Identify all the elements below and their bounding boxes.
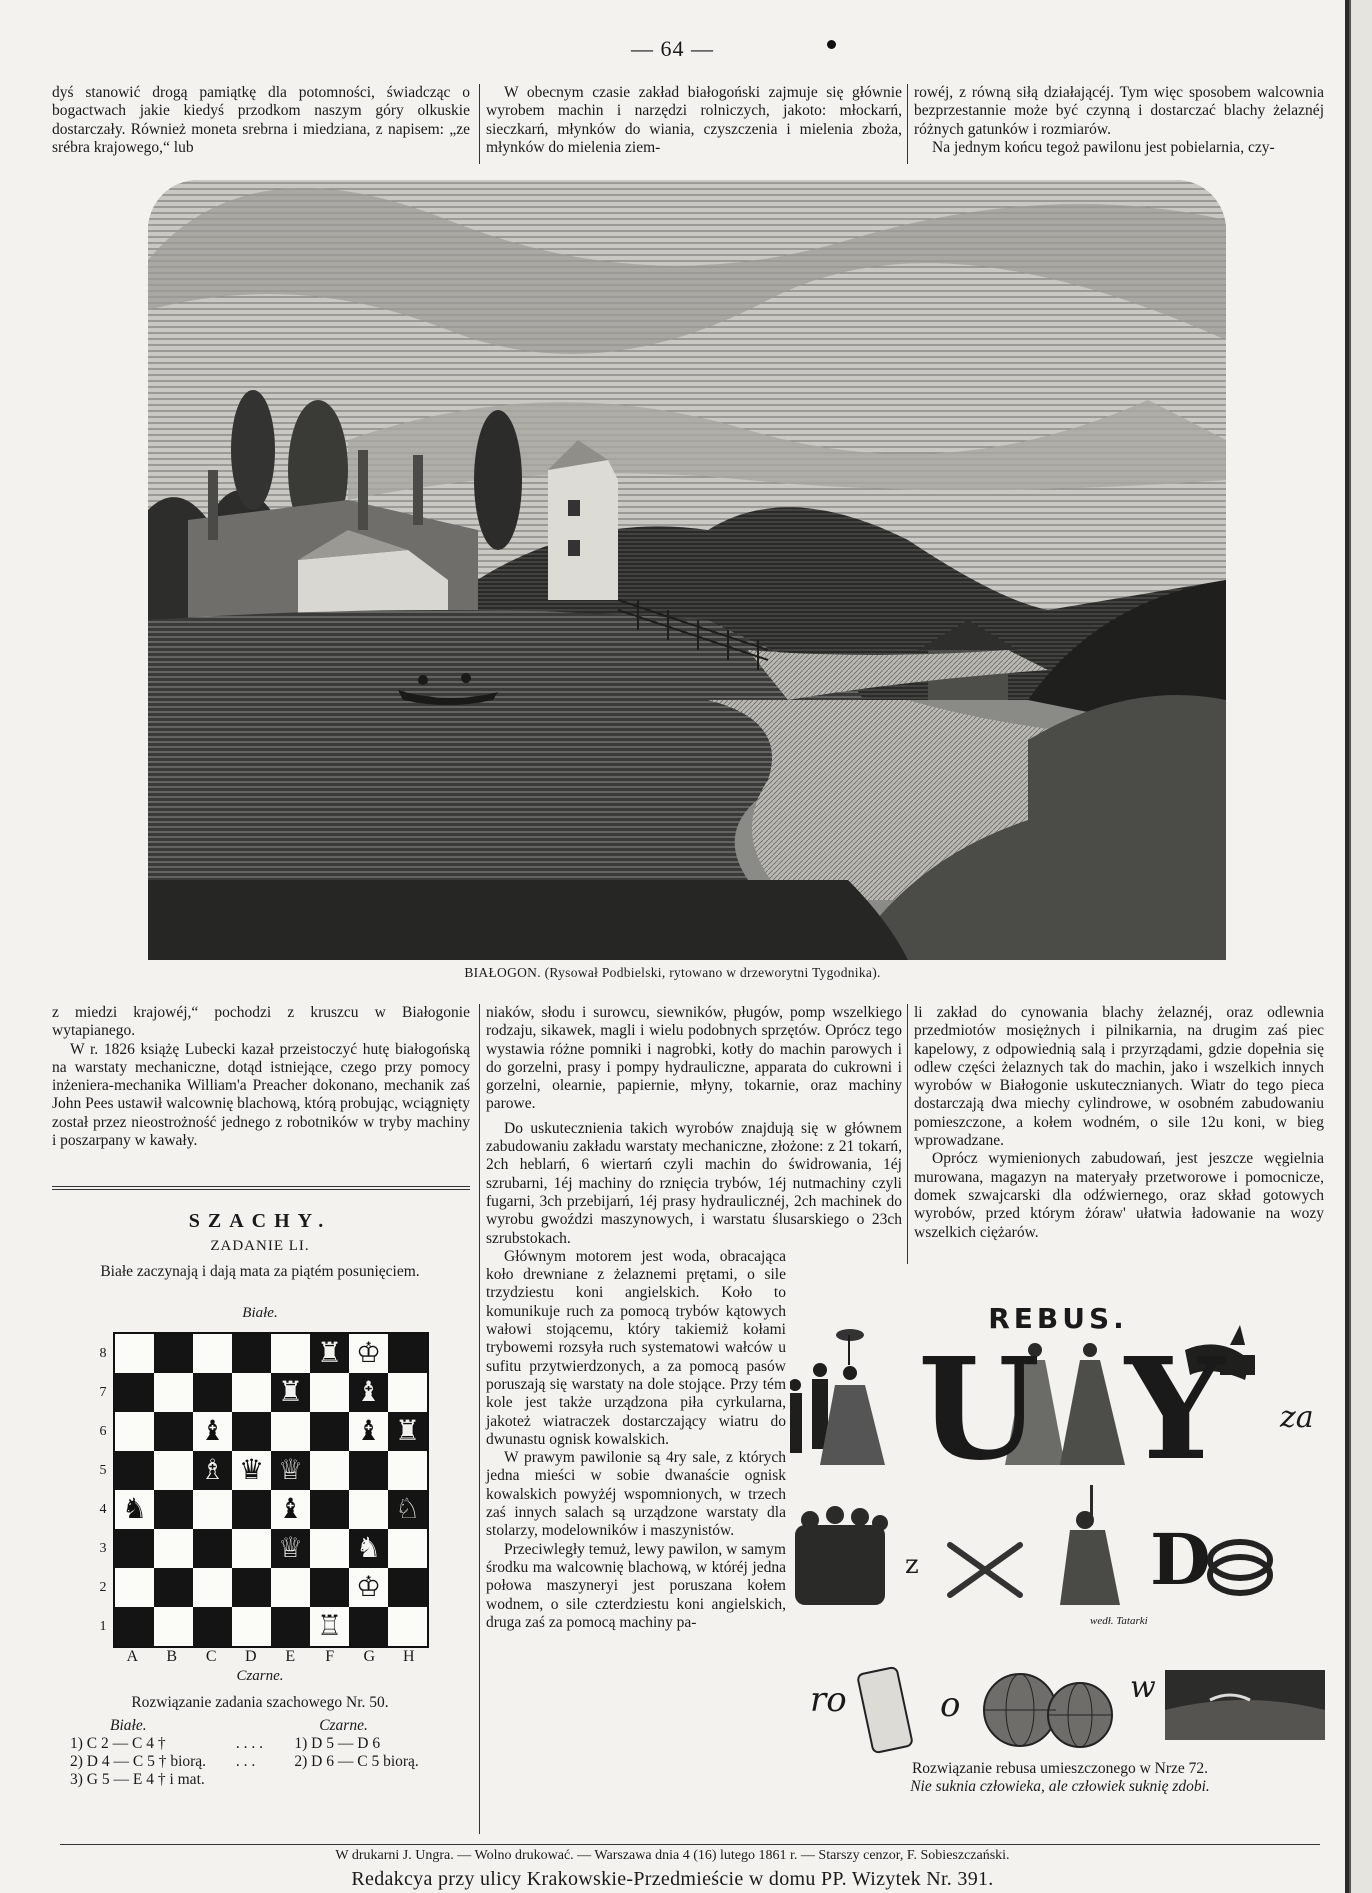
- column-divider: [907, 1004, 908, 1264]
- footer-rule: [60, 1844, 1320, 1845]
- board-square: [349, 1451, 388, 1490]
- section-divider: [52, 1186, 470, 1187]
- paragraph: li zakład do cynowania blachy żelaznéj, oraz odlewnia przedmiotów mosiężnych i pilnikarnia, na drugim zaś piec kapelowy, z odpowiednią salą i przyrządami, gdzie dopełnia się odlew części żelaznych tak do machin, jako i wszelkich innych wyrobów w Białogonie uskutecznianych. Wiatr do tego pieca dostarczają dwa miechy cylindrowe, w osobném zabudowaniu pomieszczone, a kołem wodném, o sile 12u koni, w bieg wprowadzane.: [914, 1004, 1324, 1150]
- white-label: Białe.: [242, 1305, 278, 1321]
- chess-piece-icon: ♕: [277, 1454, 304, 1486]
- chess-piece-icon: ♖: [316, 1610, 343, 1642]
- board-square: [388, 1529, 427, 1568]
- top-column-1: [52, 84, 470, 157]
- chess-piece-icon: ♕: [277, 1532, 304, 1564]
- solution-white-move: 3) G 5 — E 4 † i mat.: [70, 1771, 205, 1788]
- bialogon-engraving: [148, 180, 1226, 960]
- board-square: [232, 1412, 271, 1451]
- solution-row: [70, 1753, 470, 1771]
- board-square: [115, 1568, 154, 1607]
- board-square: [193, 1607, 232, 1646]
- paragraph: W prawym pawilonie są 4ry sale, z których jedna mieści w sobie dwanaście ognisk kowalskich powyżéj wspomnionych, w trzech zaś innych salach są urządzone warstaty dla stolarzy, modelowników i maszynistów.: [486, 1449, 786, 1540]
- chess-piece-icon: ♘: [394, 1493, 421, 1525]
- adjacent-page-edge: [1345, 0, 1372, 1893]
- solution-dots: [236, 1771, 295, 1789]
- file-label: D: [244, 1648, 258, 1665]
- board-square: [232, 1451, 271, 1490]
- board-square: [193, 1334, 232, 1373]
- chess-piece-icon: ♞: [355, 1532, 382, 1564]
- rebus-solution-text: Nie suknia człowieka, ale człowiek suknię zdobi.: [910, 1778, 1210, 1795]
- rebus-letter-d: D: [1150, 1518, 1211, 1601]
- board-square: [388, 1451, 427, 1490]
- chess-piece-icon: ♜: [316, 1337, 343, 1369]
- top-column-3: [914, 84, 1324, 157]
- file-labels: [113, 1648, 429, 1666]
- paragraph: Oprócz wymienionych zabudowań, jest jeszcze węgielnia murowana, magazyn na materyały przetworowe i pomocnicze, domek szwajcarski dla odźwiernego, oraz skład gotowych wyrobów, przed którym żóraw' ułatwia ładowanie na wozy wszelkich ciężarów.: [914, 1150, 1324, 1241]
- chess-piece-icon: ♜: [277, 1376, 304, 1408]
- file-label: G: [363, 1648, 377, 1665]
- board-square: [271, 1373, 310, 1412]
- board-square: [271, 1529, 310, 1568]
- ink-dot: [827, 40, 836, 49]
- rebus-picture: [790, 1325, 1330, 1755]
- file-label: B: [166, 1648, 179, 1665]
- board-square: [232, 1529, 271, 1568]
- paragraph: rowéj, z równą siłą działającéj. Tym więc sposobem walcownia bezprzestannie może być czynną i dostarczać blachy żelaznéj różnych gatunków i rozmiarów.: [914, 84, 1324, 138]
- board-square: [388, 1373, 427, 1412]
- board-square: [349, 1373, 388, 1412]
- board-square: [232, 1607, 271, 1646]
- middle-column-3: [914, 1004, 1324, 1242]
- board-square: [193, 1529, 232, 1568]
- file-label: H: [402, 1648, 416, 1665]
- chess-description: Białe zaczynają i dają mata za piątém posunięciem.: [100, 1263, 420, 1280]
- board-square: [349, 1490, 388, 1529]
- paragraph: dyś stanowić drogą pamiątkę dla potomności, świadcząc o bogactwach jakie kiedyś przodkom naszym góry olkuskie dostarczały. Również moneta srebrna i miedziana, z napisem: „ze srébra krajowego,“ lub: [52, 84, 470, 156]
- rebus-letter-z: z: [905, 1550, 919, 1580]
- rank-label: 4: [99, 1502, 107, 1517]
- chess-piece-icon: ♜: [394, 1415, 421, 1447]
- solution-dots: . . . .: [235, 1735, 263, 1752]
- board-square: [388, 1568, 427, 1607]
- solution-row: [70, 1771, 470, 1789]
- file-label: F: [325, 1648, 336, 1665]
- board-square: [115, 1490, 154, 1529]
- board-square: [310, 1568, 349, 1607]
- chess-solution-heading: Rozwiązanie zadania szachowego Nr. 50.: [131, 1694, 389, 1711]
- board-square: [193, 1568, 232, 1607]
- board-square: [115, 1412, 154, 1451]
- board-square: [271, 1451, 310, 1490]
- rebus-word-za: za: [1280, 1400, 1314, 1435]
- board-square: [193, 1451, 232, 1490]
- chess-piece-icon: ♛: [238, 1454, 265, 1486]
- solution-white-move: 2) D 4 — C 5 † biorą.: [70, 1753, 207, 1770]
- column-divider: [479, 1004, 480, 1834]
- board-square: [349, 1334, 388, 1373]
- board-square: [271, 1568, 310, 1607]
- black-label: Czarne.: [236, 1668, 284, 1684]
- solution-header-black: Czarne.: [319, 1717, 368, 1734]
- chess-piece-icon: ♞: [121, 1493, 148, 1525]
- board-square: [310, 1373, 349, 1412]
- paragraph: W obecnym czasie zakład białogoński zajmuje się głównie wyrobem machin i narzędzi rolniczych, jakoto: młockarń, sieczkarń, młynków do wiania, czyszczenia i mielenia zboża, młynków do mielenia ziem-: [486, 84, 902, 156]
- rank-label: 7: [99, 1385, 107, 1400]
- paragraph: Do uskutecznienia takich wyrobów znajdują się w głównem zabudowaniu zakładu warstaty mechaniczne, złożone: z 21 tokarń, 2ch heblarń, 6 wiertarń czyli machin do świdrowania, 1éj szrubarni, 1éj machiny do rznięcia trybów, 1éj nutmachiny czyli fugarni, 3ch przebijarń, 1éj prasy hydraulicznéj, 2ch machinek do wyrobu gwoździ maszynowych, i warstatu ślusarskiego o 23ch szrubstokach.: [486, 1119, 902, 1247]
- page-number: — 64 —: [0, 36, 1345, 62]
- board-square: [154, 1373, 193, 1412]
- chess-solution-table: [70, 1717, 470, 1789]
- printer-footer: W drukarni J. Ungra. — Wolno drukować. — Warszawa dnia 4 (16) lutego 1861 r. — Starszy cenzor, F. Sobieszczański.: [335, 1848, 1010, 1863]
- board-square: [271, 1607, 310, 1646]
- board-square: [349, 1529, 388, 1568]
- column-divider: [907, 84, 908, 164]
- board-square: [115, 1529, 154, 1568]
- chess-piece-icon: ♔: [355, 1571, 382, 1603]
- board-square: [115, 1334, 154, 1373]
- rank-label: 2: [99, 1580, 107, 1595]
- board-square: [193, 1412, 232, 1451]
- board-square: [349, 1568, 388, 1607]
- rebus-letter-w: w: [1130, 1670, 1156, 1705]
- board-square: [154, 1607, 193, 1646]
- rebus-artist-signature: wedł. Tatarki: [1090, 1615, 1148, 1627]
- chess-title: SZACHY.: [188, 1210, 332, 1232]
- column-divider: [479, 84, 480, 164]
- chessboard: [113, 1332, 429, 1648]
- board-square: [271, 1412, 310, 1451]
- board-square: [115, 1451, 154, 1490]
- rank-label: 5: [99, 1463, 107, 1478]
- rebus-solution: [790, 1760, 1330, 1796]
- chess-piece-icon: ♝: [199, 1415, 226, 1447]
- rebus-title: REBUS.: [988, 1302, 1128, 1335]
- board-square: [154, 1490, 193, 1529]
- board-square: [388, 1334, 427, 1373]
- file-label: E: [285, 1648, 297, 1665]
- rebus-letter-u: U: [918, 1328, 1041, 1492]
- paragraph: W r. 1826 książę Lubecki kazał przeistoczyć hutę białogońską na warstaty mechaniczne, dotąd istniejące, czego przy pomocy inżeniera-mechanika William'a Preacher dokonano, mechanik zaś John Pees ustawił walcownię blachową, którą probując, wciągnięty został przez nieostrożność jednego z robotników w tryby machiny i poszarpany w kawały.: [52, 1040, 470, 1150]
- solution-header-white: Białe.: [110, 1717, 147, 1734]
- paragraph: z miedzi krajowéj,“ pochodzi z kruszcu w Białogonie wytapianego.: [52, 1004, 470, 1040]
- board-square: [271, 1334, 310, 1373]
- rank-label: 3: [99, 1541, 107, 1556]
- solution-dots: . . .: [235, 1753, 256, 1770]
- editorial-address: Redakcya przy ulicy Krakowskie-Przedmieście w domu PP. Wizytek Nr. 391.: [351, 1868, 994, 1890]
- solution-black-move: 1) D 5 — D 6: [294, 1735, 381, 1752]
- file-label: A: [126, 1648, 140, 1665]
- board-square: [310, 1529, 349, 1568]
- board-square: [193, 1490, 232, 1529]
- board-square: [310, 1607, 349, 1646]
- paragraph: Na jednym końcu tegoż pawilonu jest pobielarnia, czy-: [932, 138, 1275, 156]
- board-square: [115, 1607, 154, 1646]
- board-square: [232, 1373, 271, 1412]
- paragraph: niaków, słodu i surowcu, siewników, pługów, pomp wszelkiego rodzaju, sikawek, magli i wielu podobnych sprzętów. Oprócz tego wystawia różne pomniki i nagrobki, kotły do machin parowych i do gorzelni, prasy i pompy hydrauliczne, apparata do cukrowni i gorzelni, olearnie, papiernie, młyny, tokarnie, oraz machiny parowe.: [486, 1004, 902, 1113]
- board-square: [349, 1412, 388, 1451]
- board-square: [310, 1334, 349, 1373]
- rebus-solution-heading: Rozwiązanie rebusa umieszczonego w Nrze 72.: [911, 1760, 1209, 1777]
- board-square: [388, 1412, 427, 1451]
- solution-black-move: [294, 1771, 470, 1789]
- board-square: [388, 1490, 427, 1529]
- chess-piece-icon: ♝: [355, 1415, 382, 1447]
- rebus-letter-y: Y: [1125, 1328, 1225, 1492]
- board-square: [349, 1607, 388, 1646]
- rebus-letter-o: o: [940, 1685, 961, 1725]
- board-square: [193, 1373, 232, 1412]
- paragraph: Głównym motorem jest woda, obracająca koło drewniane z żelaznemi prętami, o sile trzydziestu koni angielskich. Koło to komunikuje ruch za pomocą trybów kątowych wałowi stojącemu, który takiemiż kołami trybowemi rozsyła ruch systematowi wałców u sufitu przytwierdzonych, a za pomocą pasów poruszają się warstaty na dole stojące. Przy tém kole jest także urządzona piła cyrkularna, jakoteż wiatraczek dostarczający wiatru do dwunastu ognisk kowalskich.: [486, 1247, 786, 1448]
- rank-label: 8: [99, 1346, 107, 1361]
- board-square: [232, 1334, 271, 1373]
- board-square: [154, 1334, 193, 1373]
- board-square: [154, 1451, 193, 1490]
- rank-label: 1: [99, 1619, 107, 1634]
- board-square: [271, 1490, 310, 1529]
- board-square: [232, 1490, 271, 1529]
- solution-white-move: 1) C 2 — C 4 †: [70, 1735, 166, 1752]
- solution-black-move: 2) D 6 — C 5 biorą.: [294, 1753, 419, 1770]
- board-square: [388, 1607, 427, 1646]
- chess-piece-icon: ♔: [355, 1337, 382, 1369]
- board-square: [232, 1568, 271, 1607]
- board-square: [310, 1412, 349, 1451]
- board-square: [154, 1568, 193, 1607]
- board-square: [154, 1412, 193, 1451]
- illustration-caption: BIAŁOGON. (Rysował Podbielski, rytowano w drzeworytni Tygodnika).: [464, 965, 881, 980]
- chess-piece-icon: ♝: [355, 1376, 382, 1408]
- board-square: [115, 1373, 154, 1412]
- paragraph: Przeciwległy temuż, lewy pawilon, w samym środku ma walcownię blachową, w któréj jedna połowa maszyneryi jest poruszana kołem wodnem, o sile czterdziestu koni angielskich, druga zaś za pomocą machiny pa-: [486, 1540, 786, 1631]
- chess-problem-number: ZADANIE LI.: [210, 1238, 310, 1254]
- rebus-word-ro: ro: [810, 1680, 847, 1720]
- chess-piece-icon: ♗: [199, 1454, 226, 1486]
- top-column-2: [486, 84, 902, 157]
- rank-label: 6: [99, 1424, 107, 1439]
- middle-column-1: [52, 1004, 470, 1150]
- board-square: [310, 1451, 349, 1490]
- section-divider: [52, 1189, 470, 1190]
- chess-piece-icon: ♝: [277, 1493, 304, 1525]
- solution-row: [70, 1735, 470, 1753]
- board-square: [154, 1529, 193, 1568]
- file-label: C: [205, 1648, 218, 1665]
- board-square: [310, 1490, 349, 1529]
